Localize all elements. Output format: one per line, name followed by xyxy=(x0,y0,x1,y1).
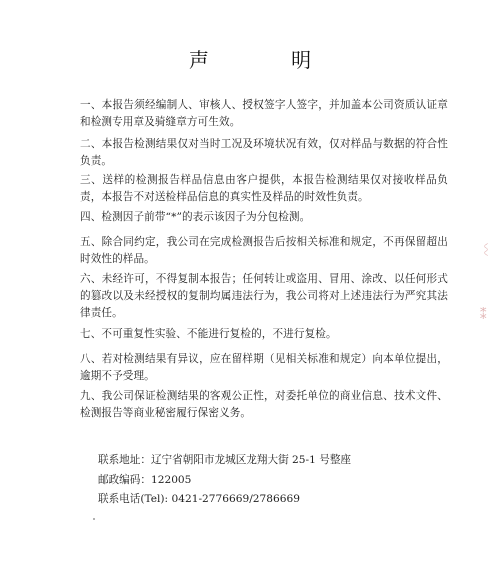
clause-7: 七、不可重复性实验、不能进行复检的，不进行复检。 xyxy=(80,328,337,340)
contact-phone: 联系电话(Tel): 0421-2776669/2786669 xyxy=(98,493,300,505)
clause-5: 五、除合同约定，我公司在完成检测报告后按相关标准和规定，不再保留超出时效性的样品。 xyxy=(80,236,448,265)
page-title: 声 明 xyxy=(188,48,350,72)
clause-1: 一、本报告须经编制人、审核人、授权签字人签字，并加盖本公司资质认证章和检测专用章及骑缝章方可生效。 xyxy=(80,99,448,128)
clause-2: 二、本报告检测结果仅对当时工况及环境状况有效，仅对样品与数据的符合性负责。 xyxy=(80,138,448,167)
scan-speck xyxy=(93,518,95,520)
clause-9: 九、我公司保证检测结果的客观公正性，对委托单位的商业信息、技术文件、检测报告等商业秘密履行保密义务。 xyxy=(80,390,448,419)
clause-4: 四、检测因子前带“*”的表示该因子为分包检测。 xyxy=(80,211,311,223)
seal-fragment-mark: 〰 xyxy=(477,242,493,257)
clause-6: 六、未经许可，不得复制本报告；任何转让或盗用、冒用、涂改、以任何形式的篡改以及未经授权的复制均属违法行为，我公司将对上述违法行为严究其法律责任。 xyxy=(80,273,448,319)
clause-3: 三、送样的检测报告样品信息由客户提供，本报告检测结果仅对接收样品负责，本报告不对送检样品信息的真实性及样品的时效性负责。 xyxy=(80,174,448,203)
clause-8: 八、若对检测结果有异议，应在留样期（见相关标准和规定）向本单位提出，逾期不予受理。 xyxy=(80,353,448,382)
seal-fragment-mark: ⁑ xyxy=(480,308,487,323)
contact-postcode: 邮政编码：122005 xyxy=(98,474,192,486)
contact-address: 联系地址：辽宁省朝阳市龙城区龙翔大街 25-1 号整座 xyxy=(98,454,352,466)
